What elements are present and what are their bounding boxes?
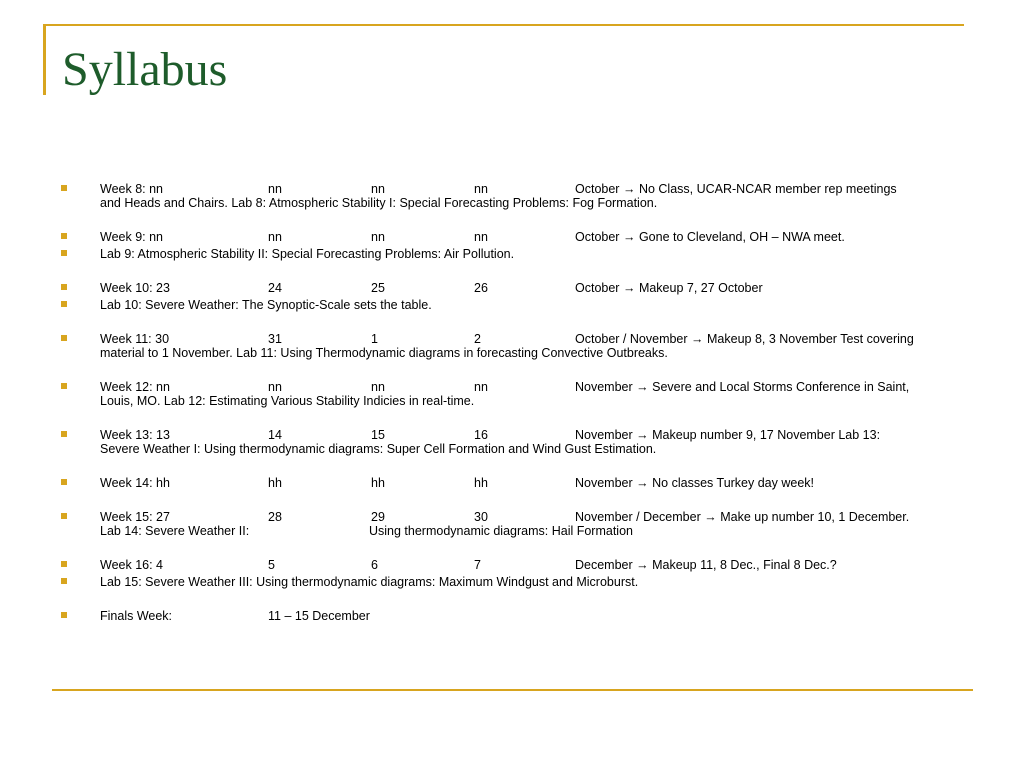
list-item-week-10 bbox=[60, 281, 965, 295]
day-2: nn bbox=[371, 182, 385, 196]
list-item-week-11 bbox=[60, 332, 965, 360]
week-note bbox=[575, 558, 965, 572]
day-1: 31 bbox=[268, 332, 282, 346]
list-item-week-9 bbox=[60, 230, 965, 244]
day-3: 16 bbox=[474, 428, 488, 442]
bullet-list bbox=[60, 182, 965, 623]
bullet-icon bbox=[61, 479, 67, 485]
arrow-icon: → bbox=[636, 476, 649, 490]
week-label: Week 15: 27 bbox=[100, 510, 170, 524]
bullet-icon bbox=[61, 383, 67, 389]
continuation-text: and Heads and Chairs. Lab 8: Atmospheric Stability I: Special Forecasting Problems: Fog Formation. bbox=[100, 196, 658, 210]
day-2: nn bbox=[371, 380, 385, 394]
note-text: Make up number 10, 1 December. bbox=[720, 510, 910, 524]
day-1: 14 bbox=[268, 428, 282, 442]
arrow-icon: → bbox=[636, 380, 649, 394]
bullet-icon bbox=[61, 561, 67, 567]
bullet-icon bbox=[61, 431, 67, 437]
bullet-icon bbox=[61, 250, 67, 256]
left-accent-bar bbox=[43, 25, 46, 95]
day-3: 2 bbox=[474, 332, 481, 346]
day-1: hh bbox=[268, 476, 282, 490]
week-label: Week 9: nn bbox=[100, 230, 164, 244]
note-text: Severe and Local Storms Conference in Saint, bbox=[652, 380, 910, 394]
note-text: Makeup number 9, 17 November Lab 13: bbox=[652, 428, 881, 442]
list-item-lab-9 bbox=[60, 247, 965, 261]
arrow-icon: → bbox=[691, 332, 704, 346]
note-text: Makeup 11, 8 Dec., Final 8 Dec.? bbox=[652, 558, 837, 572]
week-label: Week 10: 23 bbox=[100, 281, 170, 295]
day-1: 5 bbox=[268, 558, 275, 572]
list-item-finals-week bbox=[60, 609, 965, 623]
day-2: 15 bbox=[371, 428, 385, 442]
month-label: October / November bbox=[575, 332, 688, 346]
note-text: No classes Turkey day week! bbox=[652, 476, 815, 490]
day-3: nn bbox=[474, 230, 488, 244]
week-note bbox=[575, 428, 965, 442]
day-2: 1 bbox=[371, 332, 378, 346]
week-note bbox=[575, 281, 965, 295]
lab-text: Lab 10: Severe Weather: The Synoptic-Scale sets the table. bbox=[100, 298, 432, 312]
day-3: 30 bbox=[474, 510, 488, 524]
day-1: 24 bbox=[268, 281, 282, 295]
list-item-week-13 bbox=[60, 428, 965, 456]
month-label: December bbox=[575, 558, 633, 572]
week-label: Week 13: 13 bbox=[100, 428, 170, 442]
day-2: 6 bbox=[371, 558, 378, 572]
month-label: October bbox=[575, 230, 620, 244]
list-item-week-8 bbox=[60, 182, 965, 210]
continuation-text: Lab 14: Severe Weather II: bbox=[100, 524, 250, 538]
list-item-week-16 bbox=[60, 558, 965, 572]
note-text: Gone to Cleveland, OH – NWA meet. bbox=[638, 230, 845, 244]
day-3: nn bbox=[474, 380, 488, 394]
top-rule bbox=[43, 24, 964, 26]
lab-text: Lab 9: Atmospheric Stability II: Special Forecasting Problems: Air Pollution. bbox=[100, 247, 515, 261]
slide-title: Syllabus bbox=[62, 43, 228, 96]
week-note bbox=[575, 230, 965, 244]
week-label: Week 14: hh bbox=[100, 476, 170, 490]
finals-dates: 11 – 15 December bbox=[268, 609, 370, 623]
day-2: nn bbox=[371, 230, 385, 244]
bullet-icon bbox=[61, 335, 67, 341]
arrow-icon: → bbox=[622, 281, 636, 295]
bullet-icon bbox=[61, 284, 67, 290]
bottom-rule bbox=[52, 689, 973, 691]
continuation-text: Using thermodynamic diagrams: Hail Formation bbox=[369, 524, 633, 538]
week-label: Week 11: 30 bbox=[100, 332, 170, 346]
bullet-icon bbox=[61, 578, 67, 584]
week-note bbox=[575, 182, 965, 196]
arrow-icon: → bbox=[704, 510, 717, 524]
continuation-text: Severe Weather I: Using thermodynamic diagrams: Super Cell Formation and Wind Gust Estimation. bbox=[100, 442, 657, 456]
day-2: 25 bbox=[371, 281, 385, 295]
day-2: 29 bbox=[371, 510, 385, 524]
arrow-icon: → bbox=[636, 558, 649, 572]
day-3: 26 bbox=[474, 281, 488, 295]
note-text: Makeup 8, 3 November Test covering bbox=[707, 332, 914, 346]
day-1: 28 bbox=[268, 510, 282, 524]
day-3: 7 bbox=[474, 558, 481, 572]
day-3: hh bbox=[474, 476, 488, 490]
week-label: Week 8: nn bbox=[100, 182, 164, 196]
list-item-week-15 bbox=[60, 510, 965, 538]
week-label: Week 16: 4 bbox=[100, 558, 164, 572]
month-label: November bbox=[575, 428, 633, 442]
arrow-icon: → bbox=[636, 428, 649, 442]
bullet-icon bbox=[61, 513, 67, 519]
bullet-icon bbox=[61, 301, 67, 307]
list-item-lab-10 bbox=[60, 298, 965, 312]
day-1: nn bbox=[268, 380, 282, 394]
arrow-icon: → bbox=[622, 230, 636, 244]
note-text: No Class, UCAR-NCAR member rep meetings bbox=[638, 182, 897, 196]
month-label: November bbox=[575, 476, 633, 490]
continuation-text: Louis, MO. Lab 12: Estimating Various Stability Indicies in real-time. bbox=[100, 394, 475, 408]
month-label: October bbox=[575, 281, 620, 295]
list-item-week-12 bbox=[60, 380, 965, 408]
bullet-icon bbox=[61, 233, 67, 239]
week-note bbox=[575, 380, 965, 394]
week-note bbox=[575, 476, 965, 490]
week-label: Finals Week: bbox=[100, 609, 173, 623]
day-1: nn bbox=[268, 182, 282, 196]
day-2: hh bbox=[371, 476, 385, 490]
month-label: November bbox=[575, 380, 633, 394]
note-text: Makeup 7, 27 October bbox=[638, 281, 763, 295]
list-item-week-14 bbox=[60, 476, 965, 490]
month-label: October bbox=[575, 182, 620, 196]
day-3: nn bbox=[474, 182, 488, 196]
week-note bbox=[575, 510, 965, 524]
continuation-text: material to 1 November. Lab 11: Using Thermodynamic diagrams in forecasting Convective Outbreaks. bbox=[100, 346, 668, 360]
bullet-icon bbox=[61, 612, 67, 618]
day-1: nn bbox=[268, 230, 282, 244]
week-note bbox=[575, 332, 965, 346]
lab-text: Lab 15: Severe Weather III: Using thermodynamic diagrams: Maximum Windgust and Microburst. bbox=[100, 575, 639, 589]
arrow-icon: → bbox=[622, 182, 636, 196]
week-label: Week 12: nn bbox=[100, 380, 170, 394]
list-item-lab-15 bbox=[60, 575, 965, 589]
bullet-icon bbox=[61, 185, 67, 191]
month-label: November / December bbox=[575, 510, 701, 524]
